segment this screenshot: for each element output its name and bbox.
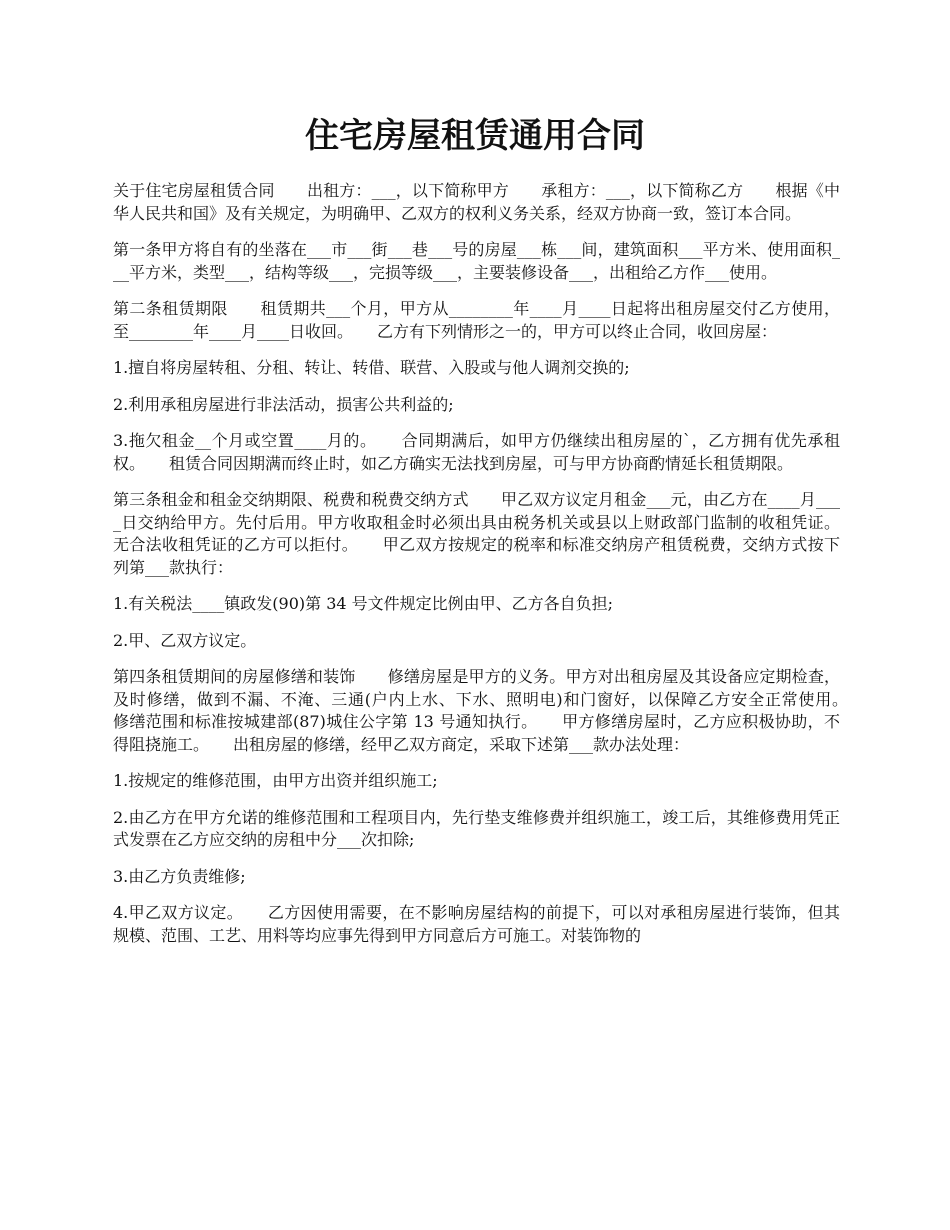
list-item-repair-4: 4.甲乙双方议定。 乙方因使用需要，在不影响房屋结构的前提下，可以对承租房屋进行装饰，但其规模、范围、工艺、用料等均应事先得到甲方同意后方可施工。对装饰物的: [113, 903, 840, 945]
list-item-repair-3: 3.由乙方负责维修;: [113, 866, 246, 886]
list-item-termination-3: 3.拖欠租金__个月或空置____月的。 合同期满后，如甲方仍继续出租房屋的`，乙方拥有优先承租权。 租赁合同因期满而终止时，如乙方确实无法找到房屋，可与甲方协商酌情延长租赁期限。: [113, 431, 840, 473]
list-item-tax-1: 1.有关税法____镇政发(90)第 34 号文件规定比例由甲、乙方各自负担;: [113, 594, 614, 613]
list-item-repair-2: 2.由乙方在甲方允诺的维修范围和工程项目内，先行垫支维修费并组织施工，竣工后，其维修费用凭正式发票在乙方应交纳的房租中分___次扣除;: [113, 807, 840, 849]
paragraph-article-4: 第四条租赁期间的房屋修缮和装饰 修缮房屋是甲方的义务。甲方对出租房屋及其设备应定期检查，及时修缮，做到不漏、不淹、三通(户内上水、下水、照明电)和门窗好，以保障乙方安全正常使用。 修缮范围和标准按城建部(87)城住公字第 13 号通知执行。 甲方修缮房屋时，乙方应积极协助，不得阻挠施工。 出租房屋的修缮，经甲乙双方商定，采取下述第___款办法处理：: [113, 667, 873, 754]
document-body: [113, 180, 873, 961]
list-item-termination-1: 1.擅自将房屋转租、分租、转让、转借、联营、入股或与他人调剂交换的;: [113, 358, 630, 377]
list-item-termination-2: 2.利用承租房屋进行非法活动，损害公共利益的;: [113, 394, 454, 414]
paragraph-article-2: 第二条租赁期限 租赁期共___个月，甲方从________年____月____日起将出租房屋交付乙方使用，至________年____月____日收回。 乙方有下列情形之一的，甲方可以终止合同，收回房屋：: [113, 299, 840, 341]
list-item-repair-1: 1.按规定的维修范围，由甲方出资并组织施工;: [113, 771, 438, 790]
paragraph-article-1: 第一条甲方将自有的坐落在___市___街___巷___号的房屋___栋___间，建筑面积___平方米、使用面积___平方米，类型___，结构等级___，完损等级___，主要装修设备___，出租给乙方作___使用。: [113, 240, 840, 282]
list-item-tax-2: 2.甲、乙双方议定。: [113, 630, 257, 650]
document-title: 住宅房屋租赁通用合同: [305, 116, 645, 156]
paragraph-article-3: 第三条租金和租金交纳期限、税费和税费交纳方式 甲乙双方议定月租金___元，由乙方在____月____日交纳给甲方。先付后用。甲方收取租金时必须出具由税务机关或县以上财政部门监制的收租凭证。无合法收租凭证的乙方可以拒付。 甲乙双方按规定的税率和标准交纳房产租赁税费，交纳方式按下列第___款执行：: [113, 490, 840, 577]
paragraph-intro: 关于住宅房屋租赁合同 出租方：___，以下简称甲方 承租方：___，以下简称乙方 根据《中华人民共和国》及有关规定，为明确甲、乙双方的权利义务关系，经双方协商一致，签订本合同。: [113, 181, 840, 223]
